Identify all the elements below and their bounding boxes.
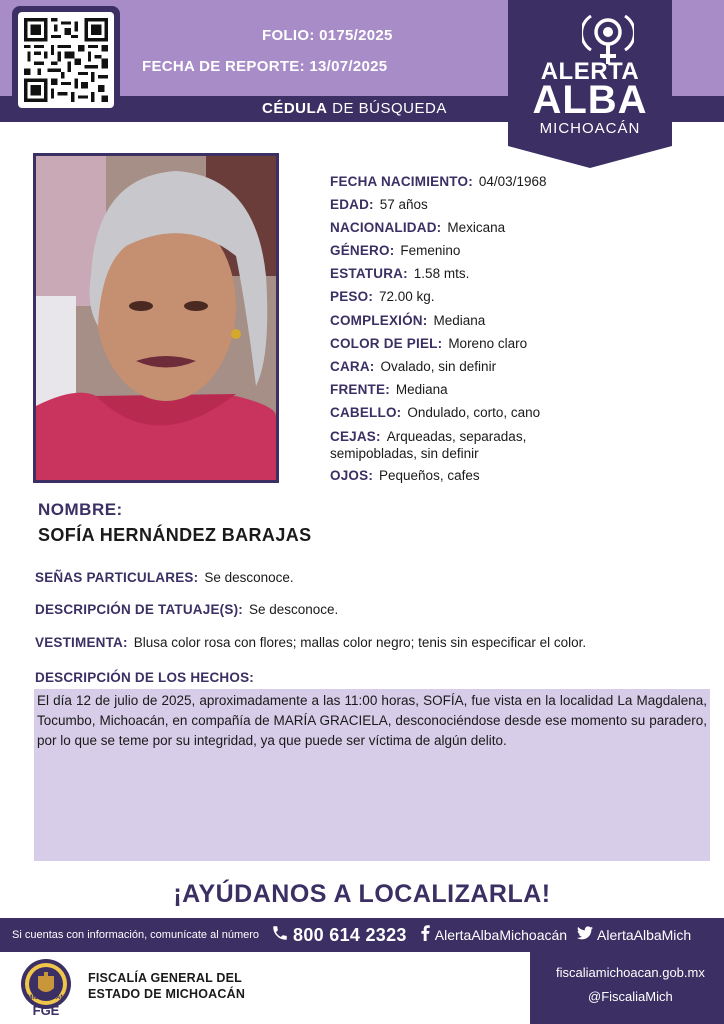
phone-number[interactable]: 800 614 2323 (293, 924, 407, 945)
detail-row-face (330, 357, 710, 380)
badge-line3: MICHOACÁN (539, 120, 641, 137)
detail-label: CEJAS: (330, 429, 381, 445)
name-label: NOMBRE: (38, 500, 123, 519)
qr-code-icon (24, 18, 108, 102)
marks-label: SEÑAS PARTICULARES: (35, 570, 199, 585)
facebook-handle[interactable]: AlertaAlbaMichoacán (434, 927, 568, 943)
detail-value: Femenino (400, 243, 461, 259)
footer-left (0, 952, 530, 1024)
seal-acronym: FGE (32, 1003, 60, 1018)
social-handle[interactable]: @FiscaliaMich (588, 989, 673, 1004)
badge-line1: ALERTA (540, 58, 640, 85)
detail-row-forehead (330, 380, 710, 403)
tattoos-value: Se desconoce. (248, 602, 339, 617)
org-line2: ESTADO DE MICHOACÁN (88, 987, 246, 1001)
document-title-rest: DE BÚSQUEDA (327, 100, 447, 117)
detail-row-gender (330, 241, 710, 264)
detail-value: Pequeños, cafes (379, 468, 480, 484)
person-name: SOFÍA HERNÁNDEZ BARAJAS (38, 525, 312, 545)
detail-label: FRENTE: (330, 381, 390, 397)
events-label: DESCRIPCIÓN DE LOS HECHOS: (35, 670, 254, 685)
detail-label: GÉNERO: (330, 243, 395, 259)
twitter-handle[interactable]: AlertaAlbaMich (597, 927, 692, 943)
phone-icon (271, 924, 289, 947)
clothing-label: VESTIMENTA: (35, 635, 128, 650)
twitter-icon (577, 926, 593, 945)
tattoos (35, 602, 338, 617)
organization-name (88, 970, 245, 1002)
detail-row-build (330, 311, 710, 334)
website-link[interactable]: fiscaliamichoacan.gob.mx (556, 965, 705, 980)
facebook-icon (419, 925, 431, 946)
detail-row-weight (330, 287, 710, 310)
report-date: FECHA DE REPORTE: 13/07/2025 (142, 58, 388, 75)
marks-value: Se desconoce. (204, 570, 294, 585)
detail-value-cont: semipobladas, sin definir (330, 446, 479, 462)
clothing-value: Blusa color rosa con flores; mallas color negro; tenis sin especificar el color. (133, 635, 587, 650)
detail-label: CARA: (330, 358, 375, 374)
detail-value: 04/03/1968 (478, 174, 547, 189)
detail-value: 1.58 mts. (413, 266, 470, 282)
detail-label: EDAD: (330, 197, 374, 213)
badge-line2: ALBA (532, 78, 648, 122)
detail-label: FECHA NACIMIENTO: (330, 174, 473, 189)
detail-value: Arqueadas, separadas, (386, 429, 527, 445)
document-title-bold: CÉDULA (262, 100, 328, 117)
detail-label: NACIONALIDAD: (330, 220, 442, 236)
detail-row-height (330, 264, 710, 287)
detail-value: Mexicana (447, 220, 506, 236)
detail-row-skin (330, 334, 710, 357)
call-to-action: ¡AYÚDANOS A LOCALIZARLA! (173, 880, 551, 908)
detail-value: Ovalado, sin definir (380, 358, 497, 374)
detail-label: COLOR DE PIEL: (330, 335, 443, 351)
detail-value: 72.00 kg. (379, 289, 435, 305)
qr-code[interactable] (12, 6, 120, 114)
tattoos-label: DESCRIPCIÓN DE TATUAJE(S): (35, 602, 243, 617)
detail-label: OJOS: (330, 468, 374, 484)
detail-row-eyes (330, 466, 710, 489)
detail-row-eyebrows (330, 426, 710, 466)
detail-value: Mediana (395, 381, 448, 397)
contact-intro: Si cuentas con información, comunícate al número (12, 929, 260, 941)
detail-row-hair (330, 403, 710, 426)
clothing (35, 635, 586, 650)
contact-bar (0, 918, 724, 952)
document-title (262, 100, 447, 117)
detail-row-age (330, 195, 710, 218)
detail-label: PESO: (330, 289, 374, 305)
detail-value: Mediana (433, 312, 486, 328)
physical-details (330, 172, 710, 489)
events-description: El día 12 de julio de 2025, aproximadamente a las 11:00 horas, SOFÍA, fue vista en la localidad La Magdalena, Tocumbo, Michoacán, en compañía de MARÍA GRACIELA, desconociéndose desde ese momento su paradero, por lo que se teme por su integridad, ya que puede ser víctima de algún delito. (34, 689, 710, 861)
detail-label: COMPLEXIÓN: (330, 312, 428, 328)
detail-label: CABELLO: (330, 404, 402, 420)
detail-value: Ondulado, corto, cano (407, 404, 541, 420)
seal-caption: MICHOACÁN (27, 995, 65, 1001)
detail-row-nationality (330, 218, 710, 241)
detail-row-birthdate (330, 172, 710, 195)
detail-label: ESTATURA: (330, 266, 408, 282)
org-line1: FISCALÍA GENERAL DEL (88, 971, 243, 985)
footer-right (530, 952, 724, 1024)
distinguishing-marks (35, 570, 294, 585)
folio-number: FOLIO: 0175/2025 (262, 27, 393, 44)
person-photo (33, 153, 279, 483)
detail-value: 57 años (379, 197, 428, 213)
detail-value: Moreno claro (448, 335, 528, 351)
